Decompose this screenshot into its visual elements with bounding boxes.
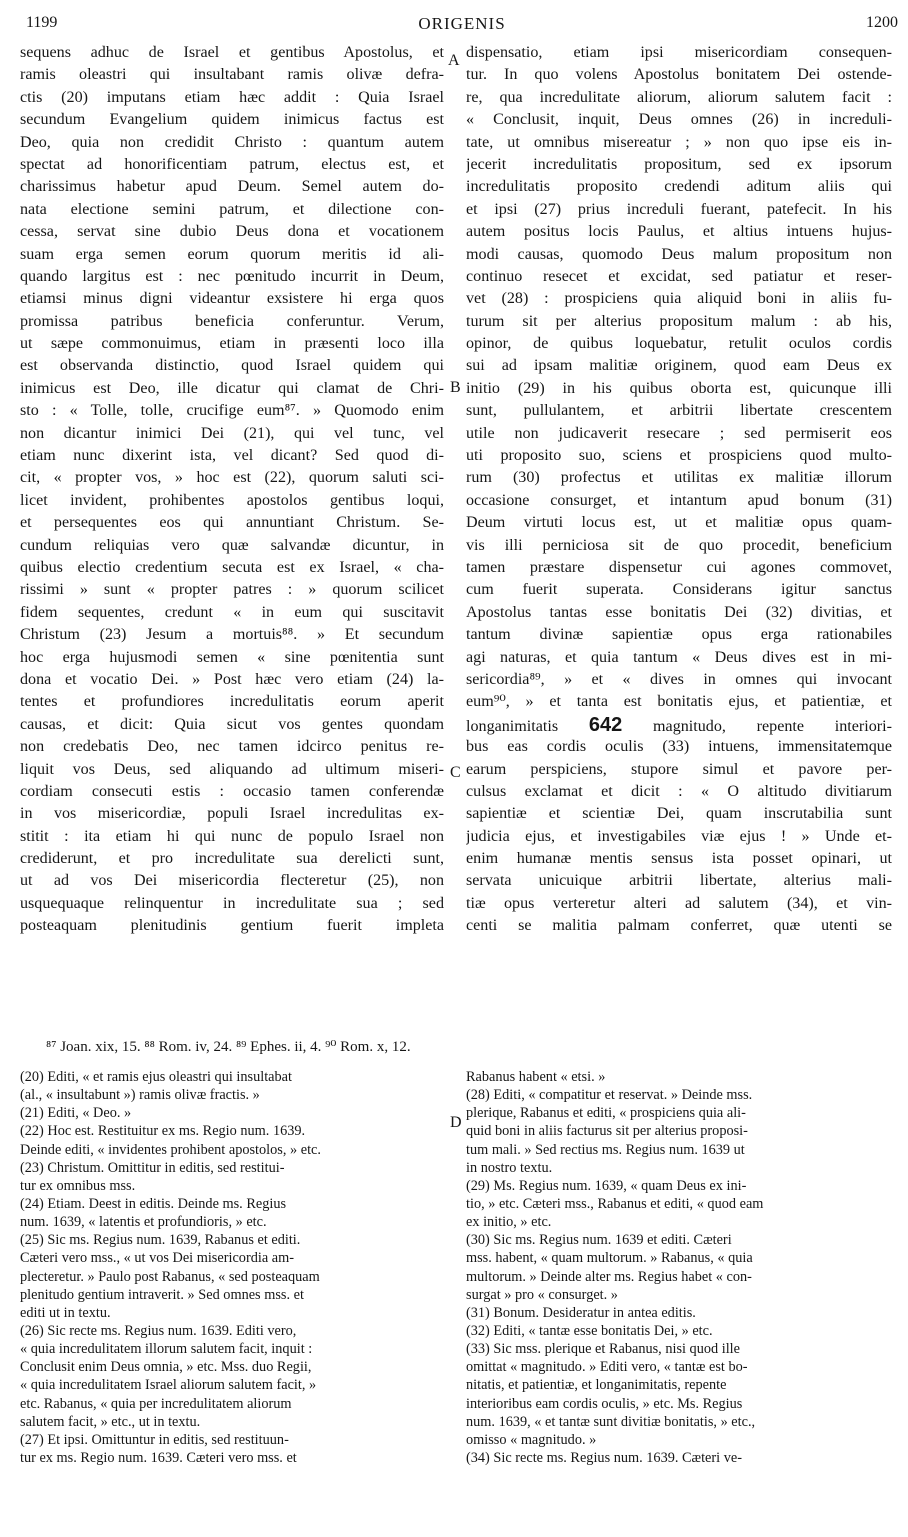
text-line: etiam nunc dixerint ista, vel dicant? Sed quod di-	[20, 447, 444, 465]
text-line: et ipsi (27) prius increduli fuerant, patefecit. In his	[466, 200, 892, 218]
text-line: Christum (23) Jesum a mortuis⁸⁸. » Et secundum	[20, 626, 444, 644]
text-line: sunt, pullulantem, et arbitrii libertate crescentem	[466, 402, 892, 420]
text-line: dona et vocatio Dei. » Post hæc vero etiam (24) la-	[20, 670, 444, 688]
text-line: sequens adhuc de Israel et gentibus Apostolus, et	[20, 44, 444, 61]
text-line: modi causas, quomodo Deus malum propositum non	[466, 245, 892, 263]
footnote-line: in nostro textu.	[466, 1159, 553, 1176]
main-text-left-column	[20, 42, 444, 938]
text-line: cum fuerit superata. Considerans igitur sanctus	[466, 581, 892, 599]
text-line: inimicus est Deo, ille dicatur qui clamat de Chri-	[20, 379, 444, 397]
text-line: enim humanæ mentis sensus ista posset opinari, ut	[466, 850, 892, 868]
footnote-line: multorum. » Deinde alter ms. Regius habet « con-	[466, 1268, 752, 1285]
text-line: rum (30) profectus et utilitas ex malitiæ illorum	[466, 469, 892, 487]
footnote-line: etc. Rabanus, « quia per incredulitatem aliorum	[20, 1395, 292, 1412]
text-segment: longanimitatis	[466, 717, 559, 735]
text-line: et persequentes eos qui annuntiant Christum. Se-	[20, 514, 444, 532]
text-line: tantum divinæ sapientiæ opus erga rationabiles	[466, 626, 892, 644]
text-line: cit, « propter vos, » hoc est (22), quorum saluti sci-	[20, 469, 444, 487]
footnote-line: (26) Sic recte ms. Regius num. 1639. Editi vero,	[20, 1322, 297, 1339]
footnote-line: tur ex ms. Regio num. 1639. Cæteri vero mss. et	[20, 1449, 297, 1466]
footnote-line: plecteretur. » Paulo post Rabanus, « sed posteaquam	[20, 1268, 320, 1285]
text-line: dispensatio, etiam ipsi misericordiam consequen-	[466, 44, 892, 61]
footnote-line: (27) Et ipsi. Omittuntur in editis, sed restituun-	[20, 1431, 289, 1448]
text-line: autem positus locis Paulus, et altius intuens hujus-	[466, 223, 892, 241]
text-line-with-column-number	[466, 714, 892, 736]
text-line: judicia ejus, et investigabiles viæ ejus ! » Unde et-	[466, 827, 892, 845]
text-line: non dicantur inimici Dei (21), qui vel tunc, vel	[20, 424, 444, 442]
text-line: sto : « Tolle, tolle, crucifige eum⁸⁷. » Quomodo enim	[20, 402, 444, 420]
text-line: tate, ut omnibus misereatur ; » non quo ipse eis in-	[466, 133, 892, 151]
footnote-line: editi ut in textu.	[20, 1304, 111, 1321]
footnote-line: (al., « insultabunt ») ramis olivæ fractis. »	[20, 1087, 260, 1104]
footnote-line: tum mali. » Sed rectius ms. Regius num. 1639 ut	[466, 1141, 745, 1158]
margin-marker-a: A	[448, 52, 460, 69]
text-line: occasione consurget, et intantum apud bonum (31)	[466, 491, 892, 509]
footnote-line: Conclusit enim Deus omnia, » etc. Mss. duo Regii,	[20, 1359, 312, 1376]
text-line: eum⁹⁰, » et tanta est bonitatis ejus, et patientiæ, et	[466, 693, 892, 711]
footnote-line: (24) Etiam. Deest in editis. Deinde ms. Regius	[20, 1195, 287, 1212]
footnote-line: (21) Editi, « Deo. »	[20, 1105, 132, 1122]
text-line: earum perspiciens, stupore simul et pavore per-	[466, 760, 892, 778]
text-line: « Conclusit, inquit, Deus omnes (26) in increduli-	[466, 111, 892, 129]
text-line: cordiam consecuti estis : occasio tamen conferendæ	[20, 782, 444, 800]
running-title: ORIGENIS	[418, 14, 506, 33]
text-line: promissa patribus beneficia conferuntur. Verum,	[20, 312, 444, 330]
text-line: liquit vos Deus, sed aliquando ad ultimum miseri-	[20, 760, 444, 778]
text-line: tamen præstare dispensetur cui agones commovet,	[466, 558, 892, 576]
text-line: sui ad ipsam malitiæ originem, quod eam Deus ex	[466, 357, 892, 375]
text-line: culsus exclamat et dicit : « O altitudo divitiarum	[466, 782, 892, 800]
text-line: Deo, quia non credidit Christo : quantum autem	[20, 133, 444, 151]
text-line: opinor, de quibus loquebatur, retulit oculos cordis	[466, 335, 892, 353]
footnote-line: ex initio, » etc.	[466, 1214, 552, 1231]
text-line: quando largitus est : nec pœnitudo incurrit in Deum,	[20, 267, 444, 285]
text-line: tur. In quo volens Apostolus bonitatem Dei ostende-	[466, 66, 892, 84]
text-line: secundum Evangelium quidem inimicus factus est	[20, 111, 444, 129]
text-line: Deum virtuti locus est, ut et malitiæ opus quam-	[466, 514, 892, 532]
main-text-right-column	[466, 42, 892, 938]
text-line: etiamsi minus digni videantur exsistere hi erga quos	[20, 290, 444, 308]
text-line: vet (28) : prospiciens quia aliquid boni in aliis fu-	[466, 290, 892, 308]
footnote-line: (31) Bonum. Desideratur in antea editis.	[466, 1304, 696, 1321]
footnote-line: tio, » etc. Cæteri mss., Rabanus et editi, « quod eam	[466, 1195, 764, 1212]
text-segment: magnitudo, repente interiori-	[653, 717, 892, 735]
text-line: ramis oleastri qui insultabant ramis olivæ defra-	[20, 66, 444, 84]
text-line: jecerit incredulitatis propositum, sed ex ipsorum	[466, 155, 892, 173]
footnote-line: mss. habent, « quam multorum. » Rabanus, « quia	[466, 1250, 753, 1267]
footnotes-left-column	[20, 1068, 446, 1467]
text-line: centi se malitia palmam conferret, quæ utenti se	[466, 917, 892, 935]
text-line: crediderunt, et pro incredulitate sua derelicti sunt,	[20, 850, 444, 868]
text-line: sericordia⁸⁹, » et « dives in omnes qui invocant	[466, 670, 892, 688]
text-line: Apostolus tantas esse bonitatis Dei (32) divitias, et	[466, 603, 892, 621]
text-line: quibus electio credentium secuta est ex Israel, « cha-	[20, 558, 444, 576]
footnote-line: num. 1639, « latentis et profundioris, » etc.	[20, 1214, 267, 1231]
scripture-references: ⁸⁷ Joan. xix, 15. ⁸⁸ Rom. iv, 24. ⁸⁹ Ephes. ii, 4. ⁹⁰ Rom. x, 12.	[46, 1039, 411, 1055]
text-line: cundum reliquias vero quæ salvandæ dicuntur, in	[20, 536, 444, 554]
text-line: licet invident, prohibentes apostolos gentibus loqui,	[20, 491, 444, 509]
text-line: suam erga semen eorum quorum meritis id ali-	[20, 245, 444, 263]
footnote-line: omittat « magnitudo. » Editi vero, « tantæ est bo-	[466, 1359, 748, 1376]
footnote-line: (30) Sic ms. Regius num. 1639 et editi. Cæteri	[466, 1232, 732, 1249]
footnote-line: (23) Christum. Omittitur in editis, sed restitui-	[20, 1159, 285, 1176]
footnote-line: omisso « magnitudo. »	[466, 1431, 597, 1448]
footnote-line: salutem facit, » etc., ut in textu.	[20, 1413, 201, 1430]
text-line: tentes et profundiores incredulitatis eorum aperit	[20, 693, 444, 711]
text-line: incredulitatis proposito credendi aditum aliis qui	[466, 178, 892, 196]
text-line: in vos misericordiæ, populi Israel incredulitas ex-	[20, 805, 444, 823]
page-number-left: 1199	[26, 14, 58, 31]
footnote-line: (33) Sic mss. plerique et Rabanus, nisi quod ille	[466, 1341, 740, 1358]
text-line: ctis (20) imputans etiam hæc addit : Quia Israel	[20, 88, 444, 106]
margin-marker-d: D	[450, 1114, 462, 1131]
text-line: est observanda distinctio, quod Israel quidem qui	[20, 357, 444, 375]
text-line: vis illi perniciosa sit de quo procedit, beneficium	[466, 536, 892, 554]
footnote-line: tur ex omnibus mss.	[20, 1177, 136, 1194]
footnote-line: (20) Editi, « et ramis ejus oleastri qui insultabat	[20, 1069, 292, 1085]
text-line: stitit : ita etiam hi qui nunc de populo Israel non	[20, 827, 444, 845]
footnote-line: surgat » pro « consurget. »	[466, 1286, 618, 1303]
footnote-line: « quia incredulitatem Israel aliorum salutem facit, »	[20, 1377, 317, 1394]
footnote-line: quid boni in aliis facturus sit per alterius proposi-	[466, 1123, 748, 1140]
page-number-right: 1200	[866, 14, 898, 31]
footnote-line: (29) Ms. Regius num. 1639, « quam Deus ex ini-	[466, 1177, 747, 1194]
text-line: bus eas cordis oculis (33) intuens, immensitatemque	[466, 738, 892, 756]
text-line: tiæ opus verteretur alteri ad salutem (34), et vin-	[466, 894, 892, 912]
text-line: initio (29) in his quibus oborta est, quicunque illi	[466, 379, 892, 397]
footnote-line: num. 1639, « et tantæ sunt divitiæ bonitatis, » etc.,	[466, 1413, 756, 1430]
text-line: turum sit per alterius propositum malum : ab his,	[466, 312, 892, 330]
footnote-line: (32) Editi, « tantæ esse bonitatis Dei, » etc.	[466, 1322, 713, 1339]
margin-marker-b: B	[450, 379, 461, 396]
text-line: ut sæpe commonuimus, etiam in præsenti loco illa	[20, 335, 444, 353]
margin-marker-c: C	[450, 764, 461, 781]
footnote-line: « quia incredulitatem illorum salutem facit, inquit :	[20, 1341, 313, 1358]
page-header	[26, 14, 898, 42]
footnote-line: (28) Editi, « compatitur et reservat. » Deinde mss.	[466, 1087, 753, 1104]
text-line: usquequaque relinquentur in incredulitate sua ; sed	[20, 894, 444, 912]
text-line: uti proposito suo, sciens et prospiciens quod multo-	[466, 447, 892, 465]
text-line: posteaquam plenitudinis gentium fuerit impleta	[20, 917, 444, 935]
footnotes-right-column	[466, 1068, 892, 1467]
footnote-line: (34) Sic recte ms. Regius num. 1639. Cæteri ve-	[466, 1449, 742, 1466]
text-line: re, qua incredulitate aliorum, aliorum salutem facit :	[466, 88, 892, 106]
text-line: agi naturas, et quia tantum « Deus dives est in mi-	[466, 648, 892, 666]
footnote-line: nitatis, et patientiæ, et longanimitatis, repente	[466, 1377, 727, 1394]
text-line: sapientiæ et scientiæ Dei, quam inscrutabilia sunt	[466, 805, 892, 823]
text-line: causas, et dicit: Quia sicut vos gentes quondam	[20, 715, 444, 733]
text-line: utile non judicaverit resecare ; sed permiserit eos	[466, 424, 892, 442]
text-line: spectat ad honorificentiam patrum, electus est, et	[20, 155, 444, 173]
text-line: ut ad vos Dei misericordia flecteretur (25), non	[20, 872, 444, 890]
text-line: charissimus habetur apud Deum. Semel autem do-	[20, 178, 444, 196]
footnote-line: interioribus eam cordis oculis, » etc. Ms. Regius	[466, 1395, 743, 1412]
footnote-line: (25) Sic ms. Regius num. 1639, Rabanus et editi.	[20, 1232, 301, 1249]
text-line: servata unicuique arbitrii libertate, alterius mali-	[466, 872, 892, 890]
footnote-line: Deinde editi, « invidentes prohibent apostolos, » etc.	[20, 1141, 321, 1158]
footnote-line: plerique, Rabanus et editi, « prospiciens quia ali-	[466, 1105, 746, 1122]
column-number: 642	[588, 713, 623, 736]
text-line: nata electione semini patrum, et dilectione con-	[20, 200, 444, 218]
text-line: fidem sequentes, credunt « in eum qui suscitavit	[20, 603, 444, 621]
footnote-line: (22) Hoc est. Restituitur ex ms. Regio num. 1639.	[20, 1123, 306, 1140]
text-line: continuo resecet et excidat, sed patiatur et reser-	[466, 267, 892, 285]
text-line: hoc erga hujusmodi semen « sine pœnitentia sunt	[20, 648, 444, 666]
text-line: non credebatis Deo, nec tamen idcirco penitus re-	[20, 738, 444, 756]
text-line: rissimi » sunt « propter patres : » quorum scilicet	[20, 581, 444, 599]
footnote-line: plenitudo gentium intraverit. » Sed omnes mss. et	[20, 1286, 304, 1303]
footnote-line: Rabanus habent « etsi. »	[466, 1069, 606, 1085]
text-line: cessa, servat sine dubio Deus dona et vocationem	[20, 223, 444, 241]
footnote-line: Cæteri vero mss., « ut vos Dei misericordia am-	[20, 1250, 294, 1267]
